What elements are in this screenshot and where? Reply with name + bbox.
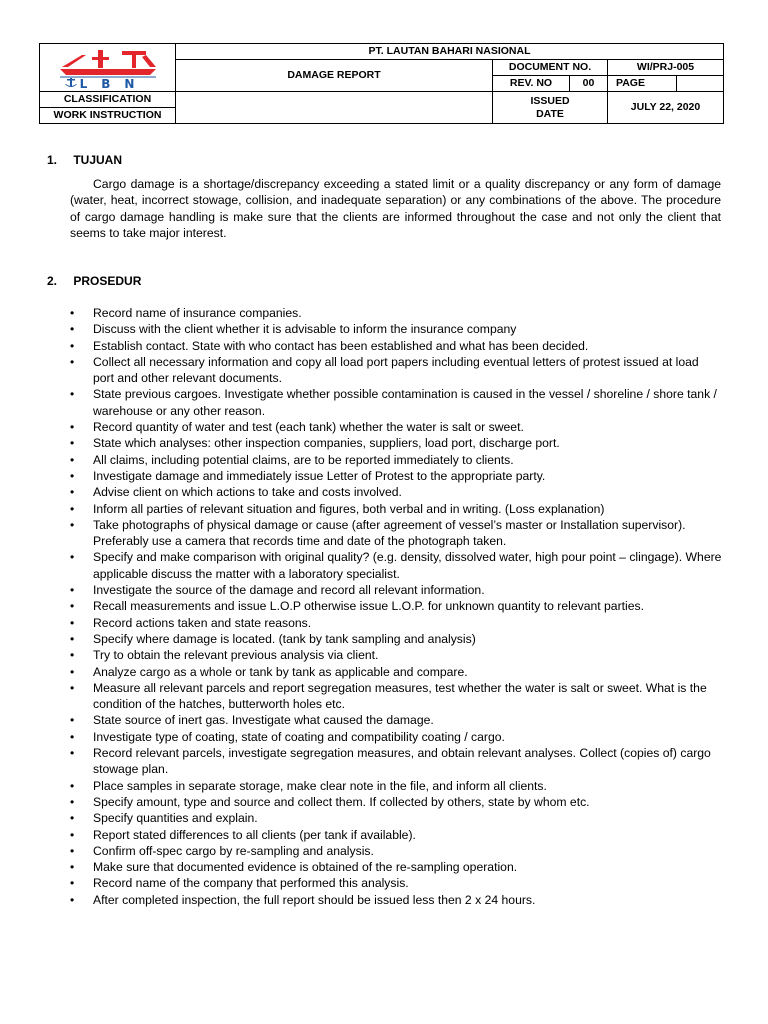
list-item: • Confirm off-spec cargo by re-sampling and analysis. (70, 843, 722, 859)
section-heading-prosedur (47, 274, 141, 288)
list-item: • Specify where damage is located. (tank by tank sampling and analysis) (70, 631, 722, 647)
list-item: • Place samples in separate storage, make clear note in the file, and inform all clients. (70, 778, 722, 794)
section-title: PROSEDUR (73, 274, 142, 288)
classification-label: CLASSIFICATION (40, 92, 176, 108)
list-item: • State source of inert gas. Investigate what caused the damage. (70, 712, 722, 728)
document-no-label: DOCUMENT NO. (493, 60, 608, 76)
page-label: PAGE (616, 77, 645, 89)
rev-no-value: 00 (570, 76, 608, 92)
list-item: • Measure all relevant parcels and report segregation measures, test whether the water is salt or sweet. What is the condition of the hatches, butterworth holes etc. (70, 680, 722, 713)
company-logo (52, 47, 164, 89)
list-item: • After completed inspection, the full report should be issued less then 2 x 24 hours. (70, 892, 722, 908)
list-item: • Investigate type of coating, state of coating and compatibility coating / cargo. (70, 729, 722, 745)
list-item: • Take photographs of physical damage or cause (after agreement of vessel’s master or Installation supervisor). Preferably use a camera that records time and date of the photograph taken. (70, 517, 722, 550)
section-heading-tujuan (47, 153, 122, 167)
list-item: • Record quantity of water and test (each tank) whether the water is salt or sweet. (70, 419, 722, 435)
list-item: • Specify amount, type and source and collect them. If collected by others, state by whom etc. (70, 794, 722, 810)
classification-value: WORK INSTRUCTION (40, 108, 176, 124)
company-logo-cell (40, 44, 176, 92)
section-number: 2. (47, 274, 58, 288)
section-title: TUJUAN (73, 153, 123, 167)
list-item: • Inform all parties of relevant situation and figures, both verbal and in writing. (Loss explanation) (70, 501, 722, 517)
list-item: • State previous cargoes. Investigate whether possible contamination is caused in the vessel / shoreline / shore tank / warehouse or any other reason. (70, 386, 722, 419)
issued-label-line1: ISSUED (530, 94, 570, 107)
list-item: • Record name of the company that performed this analysis. (70, 875, 722, 891)
procedure-list (70, 305, 722, 908)
document-no-value: WI/PRJ-005 (608, 60, 724, 76)
list-item: • Specify quantities and explain. (70, 810, 722, 826)
list-item: • Collect all necessary information and copy all load port papers including eventual letters of protest issued at load port and other relevant documents. (70, 354, 722, 387)
logo-text: LBN (79, 76, 148, 89)
rev-no-label: REV. NO (493, 76, 570, 92)
page-divider (676, 76, 677, 91)
list-item: • Report stated differences to all clients (per tank if available). (70, 827, 722, 843)
issued-date-label (493, 92, 608, 124)
document-title: DAMAGE REPORT (176, 60, 493, 92)
list-item: • Record actions taken and state reasons. (70, 615, 722, 631)
issued-date-value: JULY 22, 2020 (608, 92, 724, 124)
tujuan-paragraph: Cargo damage is a shortage/discrepancy exceeding a stated limit or a quality discrepancy or any form of damage (water, heat, incorrect stowage, collision, and inadequate separation) or any combinations of the above. The procedure of cargo damage handling is make sure that the clients are informed throughout the case and not only the client that seems to take major interest. (70, 177, 721, 241)
list-item: • Discuss with the client whether it is advisable to inform the insurance company (70, 321, 722, 337)
list-item: • State which analyses: other inspection companies, suppliers, load port, discharge port. (70, 435, 722, 451)
list-item: • Investigate damage and immediately issue Letter of Protest to the appropriate party. (70, 468, 722, 484)
list-item: • Analyze cargo as a whole or tank by tank as applicable and compare. (70, 664, 722, 680)
company-name: PT. LAUTAN BAHARI NASIONAL (176, 44, 724, 60)
page-label-cell (608, 76, 724, 92)
list-item: • Record relevant parcels, investigate segregation measures, and obtain relevant analyses. Collect (copies of) cargo stowage plan. (70, 745, 722, 778)
list-item: • Record name of insurance companies. (70, 305, 722, 321)
document-header (39, 43, 724, 124)
list-item: • Establish contact. State with who contact has been established and what has been decided. (70, 338, 722, 354)
list-item: • Specify and make comparison with original quality? (e.g. density, dissolved water, high pour point – clingage). Where applicable discuss the matter with a laboratory specialist. (70, 549, 722, 582)
issued-label-line2: DATE (536, 107, 564, 120)
section-number: 1. (47, 153, 58, 167)
list-item: • Recall measurements and issue L.O.P otherwise issue L.O.P. for unknown quantity to relevant parties. (70, 598, 722, 614)
list-item: • Investigate the source of the damage and record all relevant information. (70, 582, 722, 598)
list-item: • All claims, including potential claims, are to be reported immediately to clients. (70, 452, 722, 468)
list-item: • Try to obtain the relevant previous analysis via client. (70, 647, 722, 663)
list-item: • Make sure that documented evidence is obtained of the re-sampling operation. (70, 859, 722, 875)
title-spacer (176, 92, 493, 124)
list-item: • Advise client on which actions to take and costs involved. (70, 484, 722, 500)
